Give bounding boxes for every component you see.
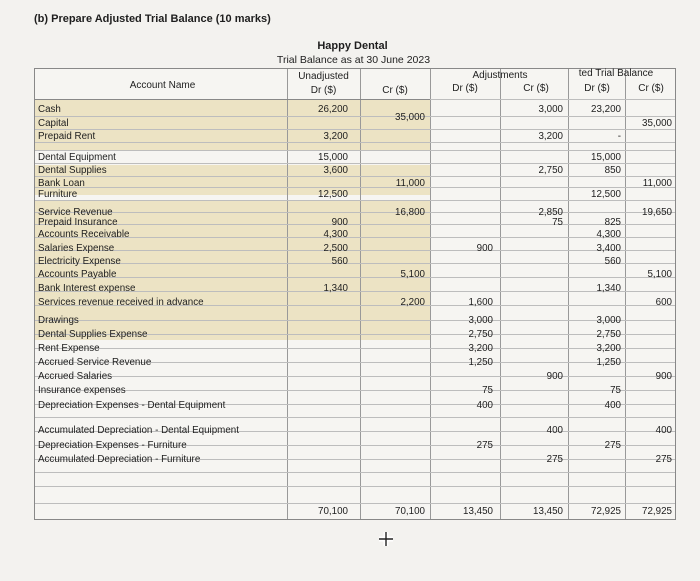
account-name-cell: Accounts Payable — [38, 269, 117, 280]
amount-cell-acr: 2,850 — [538, 207, 563, 218]
row-divider — [35, 163, 675, 164]
amount-cell-ucr: 16,800 — [395, 207, 425, 218]
account-name-cell: Drawings — [38, 315, 79, 326]
header-unadjusted-cr: Cr ($) — [382, 85, 408, 96]
amount-cell-tdr: 560 — [604, 256, 621, 267]
trial-balance-title: Trial Balance as at 30 June 2023 — [276, 54, 431, 66]
amount-cell-acr: 275 — [546, 454, 563, 465]
amount-cell-adr: 1,600 — [468, 297, 493, 308]
amount-cell-acr: 400 — [546, 425, 563, 436]
company-name: Happy Dental — [317, 40, 388, 52]
amount-cell-adr: 275 — [476, 440, 493, 451]
amount-cell-udr: 2,500 — [323, 243, 348, 254]
account-name-cell: Dental Supplies — [38, 165, 107, 176]
account-name-cell: Depreciation Expenses - Furniture — [38, 440, 187, 451]
row-divider — [35, 200, 675, 201]
amount-cell-ucr: 5,100 — [400, 269, 425, 280]
header-adjustments-cr: Cr ($) — [523, 83, 549, 94]
amount-cell-tcr: 900 — [655, 371, 672, 382]
amount-cell-tcr: 11,000 — [642, 178, 672, 189]
account-name-cell: Capital — [38, 118, 69, 129]
amount-cell-udr: 15,000 — [318, 152, 348, 163]
header-adjustments-dr: Dr ($) — [452, 83, 478, 94]
amount-cell-tdr: 1,250 — [596, 357, 621, 368]
total-cell-tcr: 72,925 — [642, 506, 672, 517]
account-name-cell: Bank Loan — [38, 178, 85, 189]
account-name-cell: Depreciation Expenses - Dental Equipment — [38, 400, 226, 411]
account-name-cell: Salaries Expense — [38, 243, 115, 254]
header-unadjusted-dr: Dr ($) — [310, 85, 337, 96]
amount-cell-adr: 900 — [476, 243, 493, 254]
amount-cell-adr: 3,200 — [468, 343, 493, 354]
section-heading: (b) Prepare Adjusted Trial Balance (10 marks) — [34, 13, 271, 25]
account-name-cell: Prepaid Insurance — [38, 217, 118, 228]
header-adjusted-dr: Dr ($) — [584, 83, 610, 94]
trial-balance-table — [34, 68, 676, 520]
amount-cell-tdr: 1,340 — [596, 283, 621, 294]
amount-cell-tdr: 15,000 — [591, 152, 621, 163]
column-divider — [625, 69, 626, 519]
row-divider — [35, 150, 675, 151]
amount-cell-udr: 560 — [331, 256, 348, 267]
account-name-cell: Accumulated Depreciation - Furniture — [38, 454, 201, 465]
amount-cell-udr: 1,340 — [323, 283, 348, 294]
amount-cell-tdr: 23,200 — [591, 104, 621, 115]
amount-cell-acr: 3,000 — [538, 104, 563, 115]
total-cell-tdr: 72,925 — [591, 506, 621, 517]
amount-cell-udr: 3,600 — [323, 165, 348, 176]
amount-cell-tdr: 850 — [604, 165, 621, 176]
amount-cell-udr: 3,200 — [323, 131, 348, 142]
amount-cell-acr: 900 — [546, 371, 563, 382]
row-divider — [35, 116, 675, 117]
amount-cell-tcr: 275 — [655, 454, 672, 465]
amount-cell-tdr: 825 — [604, 217, 621, 228]
amount-cell-acr: 3,200 — [538, 131, 563, 142]
account-name-cell: Rent Expense — [38, 343, 100, 354]
amount-cell-ucr: 11,000 — [395, 178, 425, 189]
column-divider — [360, 69, 361, 519]
account-name-cell: Furniture — [38, 189, 78, 200]
amount-cell-udr: 26,200 — [318, 104, 348, 115]
row-divider — [35, 176, 675, 177]
amount-cell-acr: 2,750 — [538, 165, 563, 176]
amount-cell-udr: 4,300 — [323, 229, 348, 240]
account-name-cell: Electricity Expense — [38, 256, 121, 267]
move-cursor-icon — [378, 531, 394, 552]
amount-cell-tdr: - — [617, 131, 621, 142]
amount-cell-acr: 75 — [552, 217, 563, 228]
header-adjusted-cr: Cr ($) — [638, 83, 664, 94]
row-divider — [35, 417, 675, 418]
column-divider — [568, 69, 569, 519]
amount-cell-adr: 1,250 — [468, 357, 493, 368]
account-name-cell: Accrued Salaries — [38, 371, 113, 382]
row-divider — [35, 237, 675, 238]
amount-cell-ucr: 35,000 — [395, 112, 425, 123]
amount-cell-tcr: 19,650 — [642, 207, 672, 218]
header-adjustments: Adjustments — [472, 70, 528, 81]
row-divider — [35, 250, 675, 251]
amount-cell-tdr: 275 — [604, 440, 621, 451]
amount-cell-tdr: 3,000 — [596, 315, 621, 326]
amount-cell-udr: 12,500 — [318, 189, 348, 200]
amount-cell-adr: 2,750 — [468, 329, 493, 340]
row-divider — [35, 224, 675, 225]
account-name-cell: Service Revenue — [38, 207, 113, 218]
amount-cell-tdr: 3,200 — [596, 343, 621, 354]
row-divider — [35, 277, 675, 278]
account-name-cell: Dental Supplies Expense — [38, 329, 148, 340]
column-divider — [430, 69, 431, 519]
header-adjusted-trial-balance: ted Trial Balance — [578, 68, 654, 79]
amount-cell-tcr: 400 — [655, 425, 672, 436]
column-divider — [287, 69, 288, 519]
amount-cell-udr: 900 — [331, 217, 348, 228]
account-name-cell: Cash — [38, 104, 61, 115]
amount-cell-tcr: 600 — [655, 297, 672, 308]
header-account-name: Account Name — [129, 80, 196, 91]
amount-cell-tdr: 4,300 — [596, 229, 621, 240]
column-divider — [500, 69, 501, 519]
amount-cell-tdr: 2,750 — [596, 329, 621, 340]
amount-cell-adr: 3,000 — [468, 315, 493, 326]
amount-cell-adr: 400 — [476, 400, 493, 411]
account-name-cell: Bank Interest expense — [38, 283, 136, 294]
row-divider — [35, 129, 675, 130]
amount-cell-tdr: 3,400 — [596, 243, 621, 254]
account-name-cell: Insurance expenses — [38, 385, 126, 396]
amount-cell-tcr: 35,000 — [642, 118, 672, 129]
amount-cell-ucr: 2,200 — [400, 297, 425, 308]
amount-cell-tdr: 12,500 — [591, 189, 621, 200]
account-name-cell: Accounts Receivable — [38, 229, 130, 240]
row-divider — [35, 376, 675, 377]
row-divider — [35, 486, 675, 487]
row-divider — [35, 212, 675, 213]
total-cell-ucr: 70,100 — [395, 506, 425, 517]
account-name-cell: Services revenue received in advance — [38, 297, 204, 308]
row-divider — [35, 348, 675, 349]
total-cell-adr: 13,450 — [463, 506, 493, 517]
row-divider — [35, 142, 675, 143]
account-name-cell: Accumulated Depreciation - Dental Equipment — [38, 425, 239, 436]
row-divider — [35, 503, 675, 504]
total-cell-acr: 13,450 — [533, 506, 563, 517]
row-divider — [35, 263, 675, 264]
amount-cell-tcr: 5,100 — [647, 269, 672, 280]
amount-cell-tdr: 75 — [610, 385, 621, 396]
row-divider — [35, 472, 675, 473]
row-divider — [35, 390, 675, 391]
row-divider — [35, 187, 675, 188]
header-divider — [35, 99, 430, 100]
total-cell-udr: 70,100 — [318, 506, 348, 517]
account-name-cell: Dental Equipment — [38, 152, 116, 163]
amount-cell-adr: 75 — [482, 385, 493, 396]
account-name-cell: Prepaid Rent — [38, 131, 96, 142]
row-divider — [35, 320, 675, 321]
amount-cell-tdr: 400 — [604, 400, 621, 411]
account-name-cell: Accrued Service Revenue — [38, 357, 152, 368]
header-unadjusted: Unadjusted — [298, 71, 349, 82]
